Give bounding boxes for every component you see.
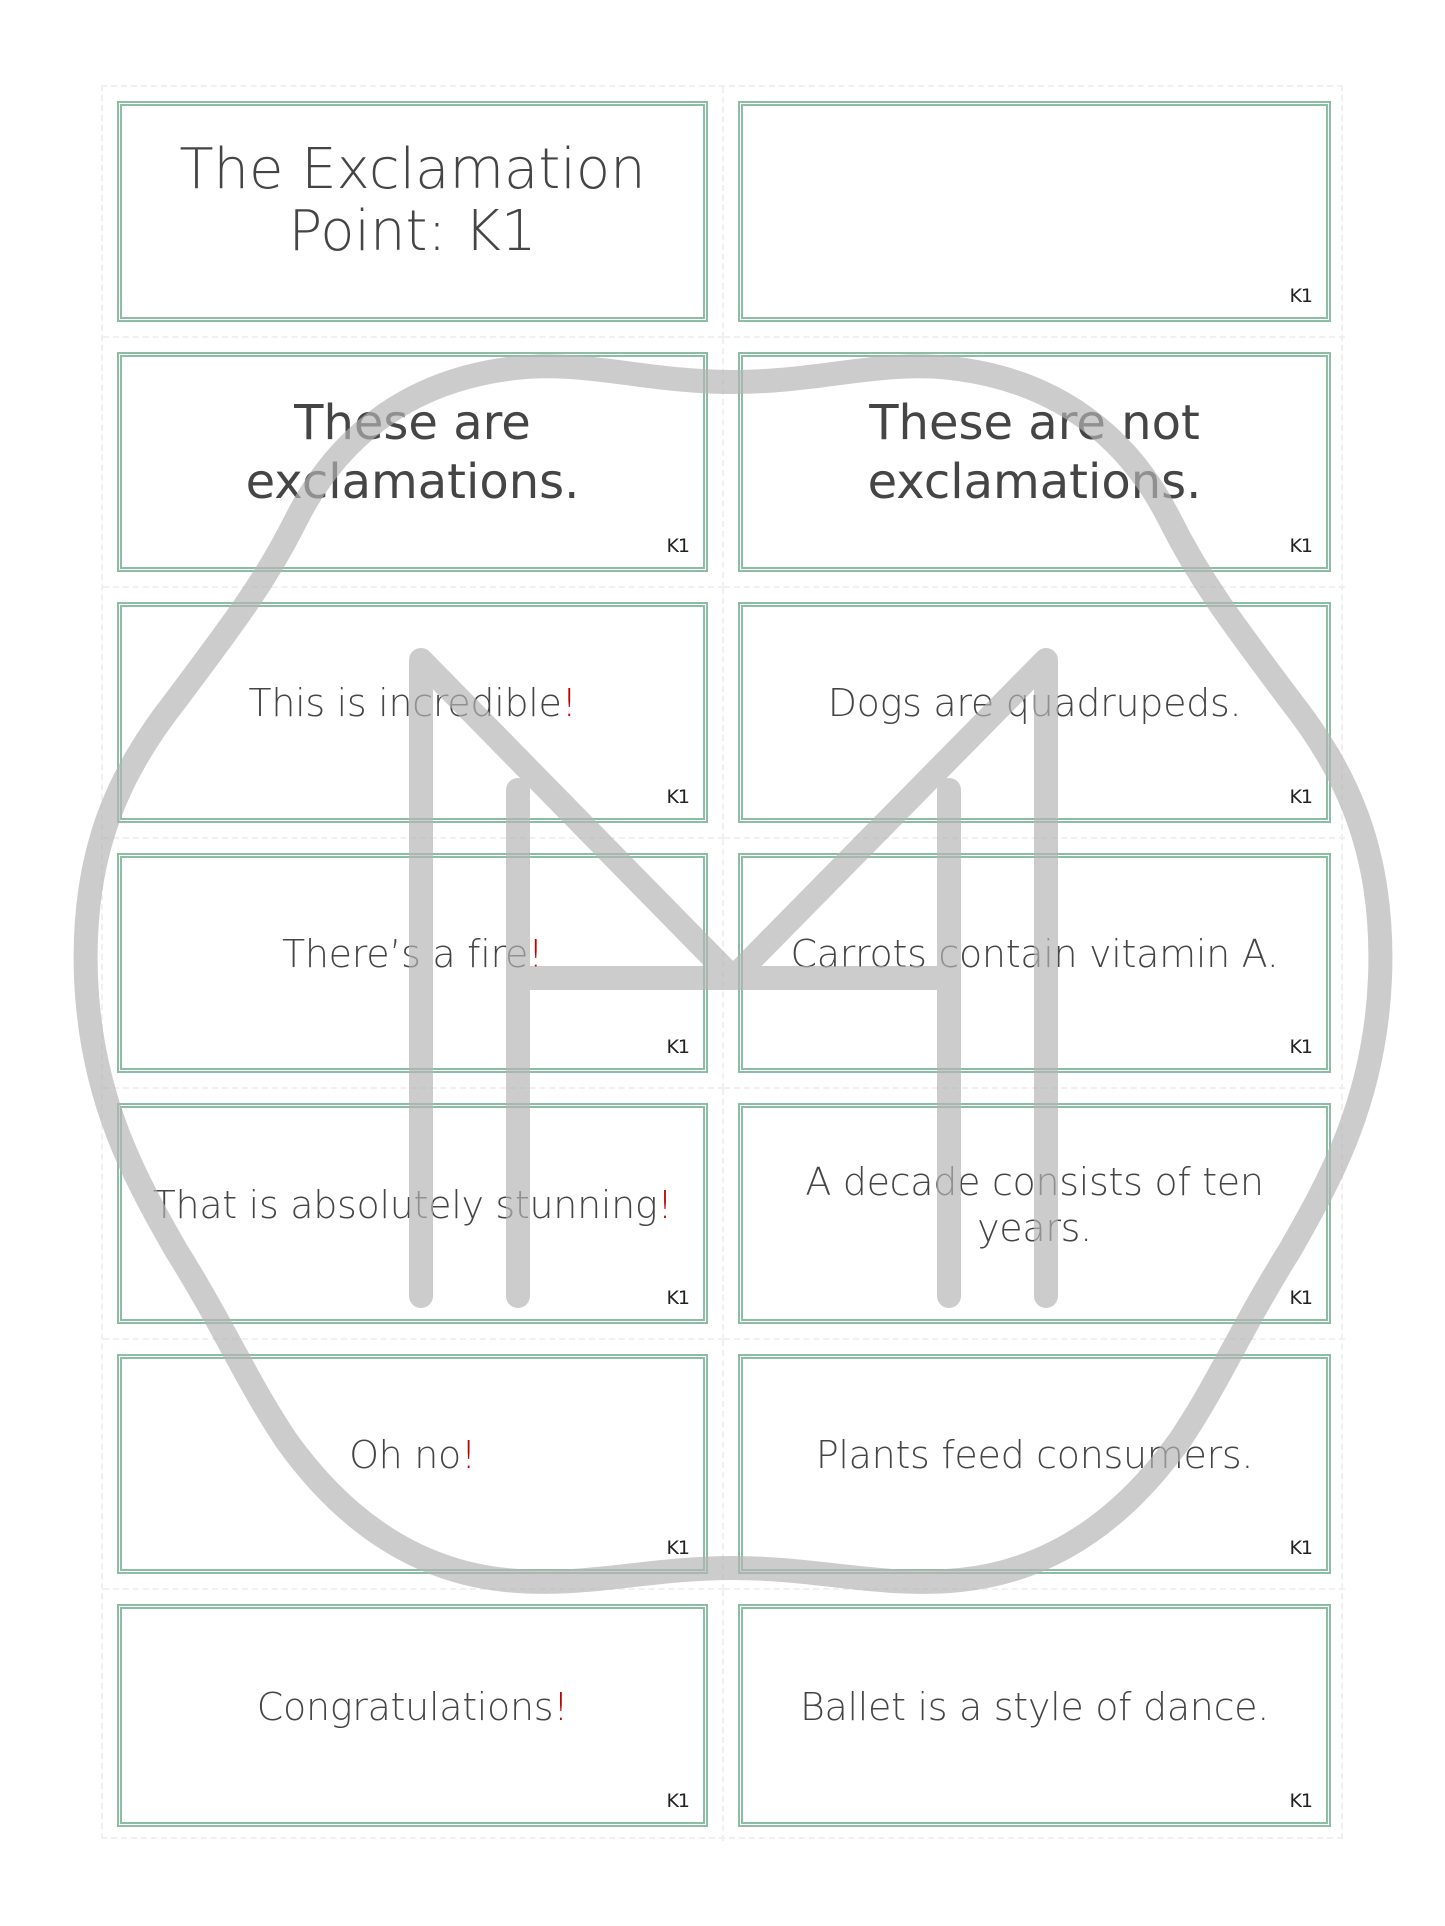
sentence-text: Carrots contain vitamin A. xyxy=(790,931,1279,976)
card-cell xyxy=(724,839,1345,1090)
grade-label: K1 xyxy=(1289,785,1312,808)
grade-label: K1 xyxy=(666,785,689,808)
title-line-1: The Exclamation xyxy=(179,137,646,203)
grade-label: K1 xyxy=(666,1537,689,1560)
sentence-card xyxy=(738,1604,1331,1827)
heading-line-2: exclamations. xyxy=(867,453,1202,510)
category-heading xyxy=(838,394,1232,512)
grade-label: K1 xyxy=(666,1789,689,1812)
card-cell xyxy=(724,1590,1345,1841)
card-cell xyxy=(724,1340,1345,1591)
sentence-card xyxy=(117,1103,708,1324)
sentence-card xyxy=(117,602,708,823)
grade-label: K1 xyxy=(666,1036,689,1059)
grade-label: K1 xyxy=(1289,1537,1312,1560)
exclamation-mark: ! xyxy=(460,1433,476,1478)
card-cell xyxy=(724,87,1345,338)
header-card-not-exclamations xyxy=(738,352,1331,573)
sentence-body: This is incredible xyxy=(248,681,562,726)
sheet-title xyxy=(149,139,675,263)
exclamation-mark: ! xyxy=(657,1182,673,1227)
card-cell xyxy=(103,1340,724,1591)
task-card-sheet xyxy=(101,85,1343,1839)
sentence-text xyxy=(252,931,573,977)
exclamation-mark: ! xyxy=(528,931,543,976)
sentence-card xyxy=(738,1103,1331,1324)
sentence-text xyxy=(218,680,606,726)
category-heading xyxy=(216,394,610,512)
sentence-text: Dogs are quadrupeds. xyxy=(827,681,1242,726)
card-cell xyxy=(724,1089,1345,1340)
sentence-text xyxy=(143,1182,683,1228)
card-cell xyxy=(724,338,1345,589)
grade-label: K1 xyxy=(1289,284,1312,307)
grade-label: K1 xyxy=(1289,1286,1312,1309)
grade-label: K1 xyxy=(666,1286,689,1309)
card-cell xyxy=(103,839,724,1090)
sentence-body: That is absolutely stunning xyxy=(152,1182,658,1227)
card-cell xyxy=(103,1590,724,1841)
sentence-body: There’s a fire xyxy=(281,931,529,976)
sentence-text: A decade consists of ten years. xyxy=(805,1159,1264,1250)
blank-card xyxy=(738,101,1331,322)
heading-line-2: exclamations. xyxy=(245,453,580,510)
grade-label: K1 xyxy=(666,535,689,558)
sentence-card xyxy=(117,1604,708,1827)
grade-label: K1 xyxy=(1289,1036,1312,1059)
grade-label: K1 xyxy=(1289,535,1312,558)
heading-line-1: These are xyxy=(294,394,531,451)
exclamation-mark: ! xyxy=(561,681,577,726)
card-cell xyxy=(103,338,724,589)
sentence-card xyxy=(117,853,708,1074)
exclamation-mark: ! xyxy=(553,1684,569,1729)
sentence-body: Congratulations xyxy=(256,1684,554,1729)
title-card xyxy=(117,101,708,322)
sentence-text: Plants feed consumers. xyxy=(815,1433,1254,1478)
card-cell xyxy=(103,588,724,839)
sentence-card xyxy=(738,853,1331,1074)
sentence-card xyxy=(738,1354,1331,1575)
card-cell xyxy=(724,588,1345,839)
sentence-text xyxy=(227,1684,598,1730)
header-card-exclamations xyxy=(117,352,708,573)
sentence-text xyxy=(319,1432,506,1478)
grade-label: K1 xyxy=(1289,1789,1312,1812)
sentence-card xyxy=(738,602,1331,823)
sentence-text: Ballet is a style of dance. xyxy=(799,1684,1270,1729)
sentence-body: Oh no xyxy=(349,1433,461,1478)
card-cell xyxy=(103,87,724,338)
card-cell xyxy=(103,1089,724,1340)
sentence-card xyxy=(117,1354,708,1575)
heading-line-1: These are not xyxy=(869,394,1200,451)
title-line-2: Point: K1 xyxy=(288,199,537,265)
